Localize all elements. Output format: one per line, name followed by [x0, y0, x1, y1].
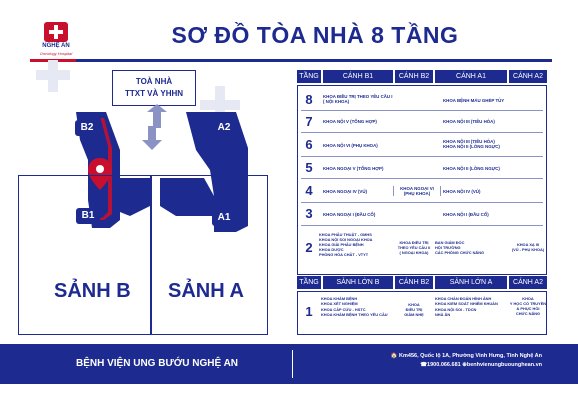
hall-a: SẢNH A [168, 280, 244, 302]
header-wing-a1: CÁNH A1 [435, 70, 507, 83]
floor-1-lobby-a: KHOA CHẨN ĐOÁN HÌNH ẢNH KHOA KIỂM SOÁT NHIỄM KHUẨN KHOA NỘI SOI - TDCN NHÀ ĂN [435, 296, 498, 318]
footer-contact [300, 352, 542, 370]
floor-number: 3 [305, 206, 313, 221]
floor-1-lobby-b: KHOA KHÁM BỆNH KHOA XÉT NGHIỆM KHOA CẤP CỨU - HSTC KHOA KHÁM BỆNH THEO YÊU CẦU [321, 296, 388, 318]
floor-2-a2: KHOA XẠ III (VÚ - PHỤ KHOA) [511, 242, 545, 252]
page-title: SƠ ĐỒ TÒA NHÀ 8 TẦNG [171, 22, 459, 48]
wing-label-b2: B2 [75, 120, 99, 136]
hall-b: SẢNH B [54, 280, 131, 302]
ttxt-line2: TTXT VÀ YHHN [124, 89, 184, 98]
floor-6-b1: KHOA NỘI VI (PHỤ KHOA) [323, 143, 378, 148]
floor-number: 5 [305, 160, 313, 175]
floor-number: 8 [305, 92, 313, 107]
header-ground-b2: CÁNH B2 [395, 276, 433, 289]
floor-6-a1: KHOA NỘI III (TIÊU HÓA) KHOA NỘI II (LỒNG NGỰC) [443, 139, 500, 150]
wing-label-a2: A2 [212, 120, 236, 136]
floor-5-b1: KHOA NGOẠI V (TỔNG HỢP) [323, 166, 384, 171]
floor-1-a2: KHOA Y HỌC CỔ TRUYỀN & PHỤC HỒI CHỨC NĂNG [509, 296, 547, 316]
lobby-divider [150, 175, 152, 335]
wing-label-b1: B1 [76, 208, 100, 224]
row-separator [301, 225, 543, 226]
header-lobby-b: SẢNH LỚN B [323, 276, 393, 289]
floor-4-b1: KHOA NGOẠI IV (VÚ) [323, 189, 367, 194]
lobby-outline [18, 175, 268, 335]
logo-slogan: Oncology Hospital [39, 51, 73, 56]
row-separator [301, 178, 543, 179]
footer-address: 🏠 Km456, Quốc lộ 1A, Phường Vinh Hưng, Tỉnh Nghệ An [390, 353, 542, 359]
row-separator [301, 132, 543, 133]
floor-1-b2: KHOA ĐIỀU TRỊ GIẢM NHẸ [404, 302, 424, 317]
floor-3-b1: KHOA NGOẠI I (ĐẦU CỔ) [323, 212, 376, 217]
row-separator [301, 110, 543, 111]
floor-8-a1: KHOA BỆNH MÁU GHÉP TỦY [443, 98, 505, 103]
footer-hospital-name: BỆNH VIỆN UNG BƯỚU NGHỆ AN [76, 358, 239, 369]
wing-label-a1: A1 [212, 210, 236, 226]
row-separator [301, 202, 543, 203]
floor-5-a1: KHOA NỘI II (LỒNG NGỰC) [443, 166, 500, 171]
floor-number: 2 [305, 240, 313, 255]
floor-2-b2: KHOA ĐIỀU TRỊ THEO YÊU CẦU II ( NGOẠI KHOA) [397, 240, 431, 255]
ttxt-line1: TOÀ NHÀ [135, 77, 173, 86]
floor-4-b2: KHOA NGOẠI VI (PHỤ KHOA) [393, 186, 441, 196]
header-wing-a2: CÁNH A2 [509, 70, 547, 83]
floor-number: 7 [305, 114, 313, 129]
floor-3-a1: KHOA NỘI I (ĐẦU CỔ) [443, 212, 489, 217]
floor-4-a1: KHOA NỘI IV (VÚ) [443, 189, 481, 194]
footer-phone-web: ☎1900.066.681 ⊕benhvienungbuounghean.vn [420, 362, 542, 368]
header-lobby-a: SẢNH LỚN A [435, 276, 507, 289]
header-wing-b1: CÁNH B1 [323, 70, 393, 83]
floor-2-b1: KHOA PHẪU THUẬT - GMHS KHOA NỘI SOI NGOẠI KHOA KHOA GIẢI PHẪU BỆNH KHOA DƯỢC PHÒNG HÓA CHẤT - VTYT [319, 232, 373, 257]
floor-7-a1: KHOA NỘI III (TIÊU HÓA) [443, 119, 495, 124]
floor-8-b1: KHOA ĐIỀU TRỊ THEO YÊU CẦU I ( NỘI KHOA) [323, 94, 393, 105]
header-floor-ground: TẦNG [297, 276, 321, 289]
footer-divider [292, 350, 293, 378]
header-wing-b2: CÁNH B2 [395, 70, 433, 83]
logo-name: NGHỆ AN [42, 43, 70, 49]
header-floor: TẦNG [297, 70, 321, 83]
floor-7-b1: KHOA NỘI V (TỔNG HỢP) [323, 119, 377, 124]
floor-number: 1 [305, 304, 313, 319]
row-separator [301, 156, 543, 157]
header-ground-a2: CÁNH A2 [509, 276, 547, 289]
floor-2-a1: BAN GIÁM ĐỐC HỘI TRƯỜNG CÁC PHÒNG CHỨC NĂNG [435, 240, 485, 255]
floor-number: 6 [305, 137, 313, 152]
floor-number: 4 [305, 183, 313, 198]
two-way-arrow-icon [142, 104, 167, 150]
